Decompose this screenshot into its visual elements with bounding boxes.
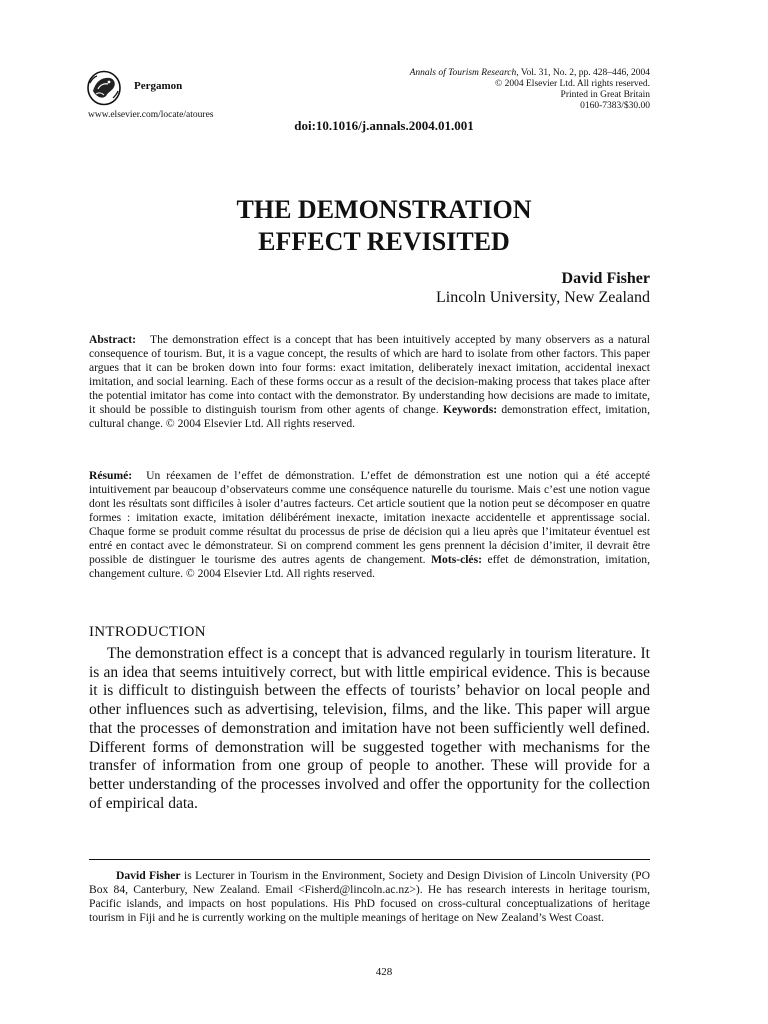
publisher-logo	[86, 69, 126, 107]
resume-keywords: effet de démonstration, imitation, changement culture. © 2004 Elsevier Ltd. All rights reserved.	[89, 553, 651, 580]
abstract-block	[89, 333, 650, 431]
publisher-name: Pergamon	[134, 80, 183, 92]
journal-volume: , Vol. 31, No. 2, pp. 428–446, 2004	[516, 68, 650, 78]
footnote-divider	[89, 859, 650, 860]
title-line-1: THE DEMONSTRATION	[236, 195, 532, 224]
resume-text: Un réexamen de l’effet de démonstration. L’effet de démonstration est une notion qui a été accepté intuitivement par beaucoup d’observateurs comme une conséquence naturelle du tourisme. Mais c’est une notion vague dont les résultats sont difficiles à isoler d’autres facteurs. Cet article soutient que la notion peut se décomposer en quatre formes : imitation exacte, imitation délibérément inexacte, imitation inexacte accidentelle et apprentissage social. Chaque forme se produit comme résultat du processus de prise de décision qui a lieu après que l’imitateur éventuel est entré en contact avec le démonstrateur. Si on comprend comment les gens prennent la décision d’imiter, il devrait être possible de distinguer le tourisme des autres agents de changement.	[89, 469, 650, 566]
journal-url-link[interactable]: www.elsevier.com/locate/atoures	[88, 110, 214, 120]
abstract-text: The demonstration effect is a concept that has been intuitively accepted by many observers as a natural consequence of tourism. But, it is a vague concept, the results of which are hard to isolate from other factors. This paper argues that it can be broken down into four forms: exact imitation, deliberately inexact imitation, accidental inexact imitation, and social learning. Each of these forms occur as a result of the decision-making process that takes place after the potential imitator has come into contact with the demonstrator. By understanding how decisions are made to imitate, it should be possible to distinguish tourism from other agents of change.	[89, 333, 650, 416]
abstract-keywords-label: Keywords:	[442, 403, 498, 416]
printed-line: Printed in Great Britain	[560, 90, 650, 100]
introduction-paragraph: The demonstration effect is a concept that is advanced regularly in tourism literature. It is an idea that seems intuitively correct, but with little empirical evidence. This is because it is difficult to distinguish between the effects of tourists’ behavior on local people and other influences such as advertising, television, films, and the like. This paper will argue that the processes of demonstration and imitation have not been sufficiently well defined. Different forms of demonstration will be suggested together with mechanisms for the transfer of information from one group of people to another. These will provide for a better understanding of the processes involved and offer the opportunity for the collection of empirical data.	[89, 645, 650, 812]
doi-link[interactable]: doi:10.1016/j.annals.2004.01.001	[294, 118, 474, 133]
author-name: David Fisher	[561, 270, 650, 287]
article-title	[0, 194, 768, 258]
journal-citation	[410, 68, 650, 79]
footnote-author-name: David Fisher	[116, 869, 181, 882]
author-footnote	[89, 869, 650, 925]
copyright-line: © 2004 Elsevier Ltd. All rights reserved.	[495, 79, 650, 89]
issn-line: 0160-7383/$30.00	[580, 101, 650, 111]
journal-name: Annals of Tourism Research	[409, 68, 517, 78]
resume-label: Résumé:	[89, 469, 133, 482]
page-number: 428	[375, 966, 393, 978]
title-line-2: EFFECT REVISITED	[258, 227, 510, 256]
abstract-keywords: demonstration effect, imitation, cultural change. © 2004 Elsevier Ltd. All rights reserved.	[89, 403, 650, 430]
resume-keywords-label: Mots-clés:	[431, 553, 482, 566]
abstract-label: Abstract:	[89, 333, 137, 346]
section-heading-introduction: INTRODUCTION	[89, 624, 206, 640]
resume-block	[89, 469, 650, 581]
footnote-text: is Lecturer in Tourism in the Environment, Society and Design Division of Lincoln University (PO Box 84, Canterbury, New Zealand. Email <Fisherd@lincoln.ac.nz>). He has research interests in heritage tourism, Pacific islands, and impacts on host populations. His PhD focused on cross-cultural conceptualizations of heritage tourism in Fiji and he is currently working on the multiple meanings of heritage on New Zealand’s West Coast.	[89, 869, 651, 924]
author-affiliation: Lincoln University, New Zealand	[435, 289, 650, 306]
journal-info	[410, 68, 650, 112]
